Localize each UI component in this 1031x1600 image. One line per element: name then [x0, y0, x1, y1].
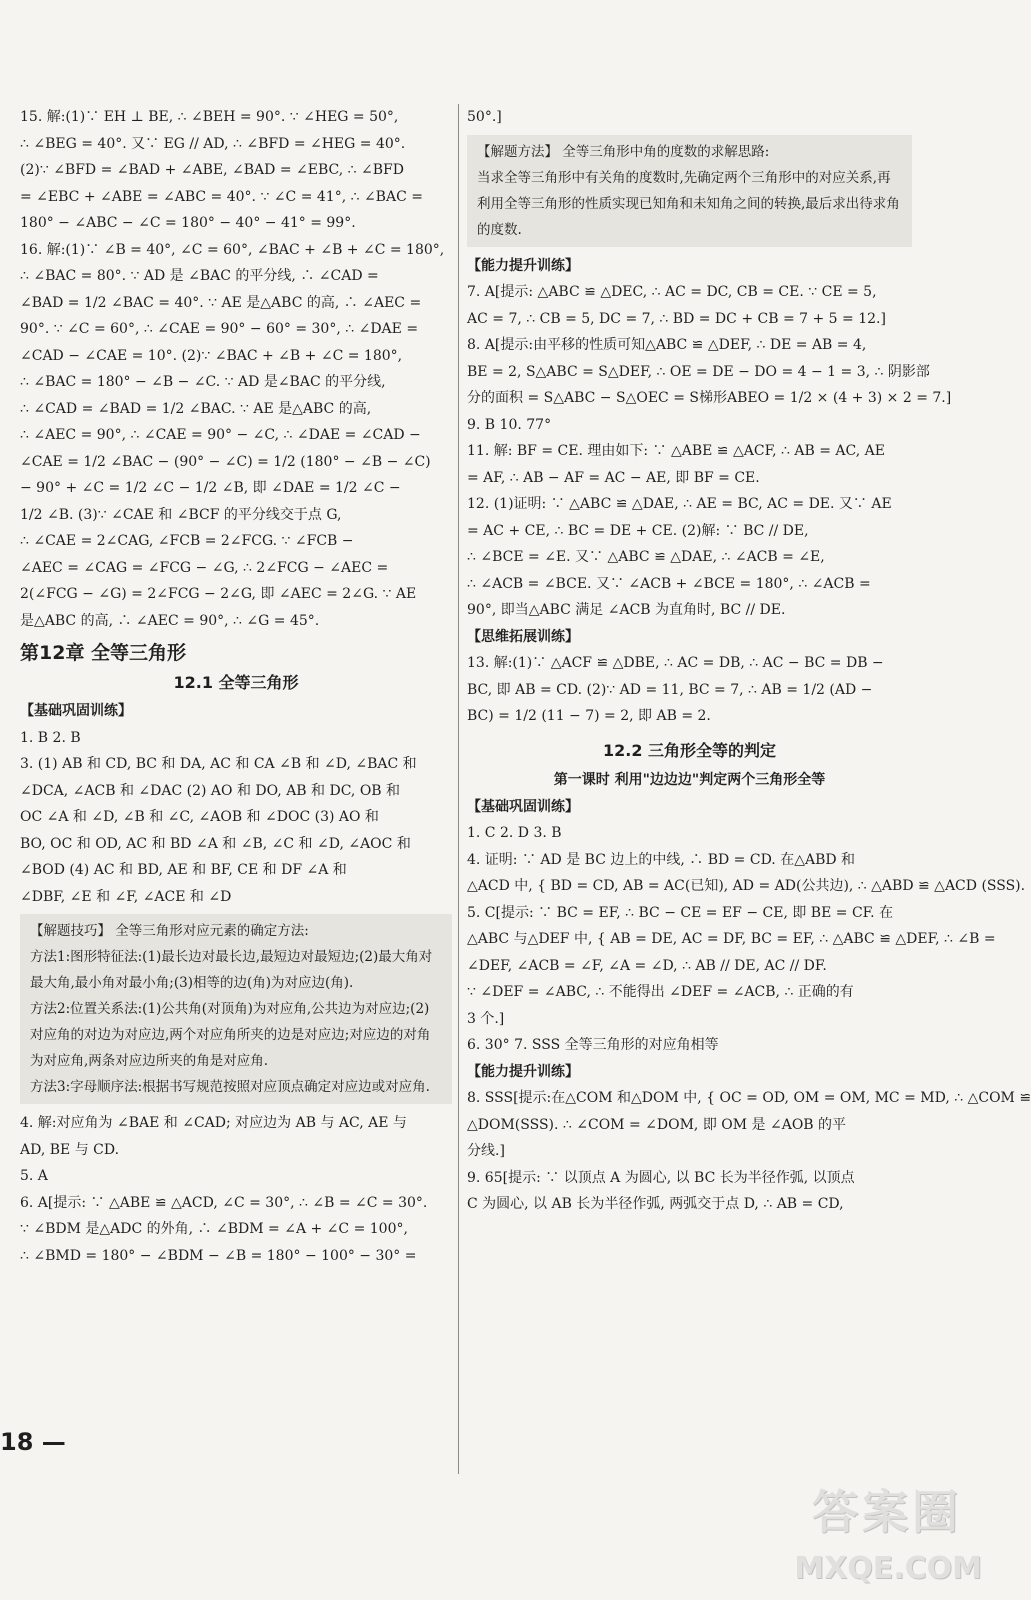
section-title-12-2: 12.2 三角形全等的判定 [602, 740, 777, 760]
answer-line: = AC + CE, ∴ BC = DE + CE. (2)解: ∵ BC // DE, [467, 522, 809, 539]
answer-line: 11. 解: BF = CE. 理由如下: ∵ △ABE ≌ △ACF, ∴ AB = AC, AE [467, 443, 885, 459]
tip-line: 方法3:字母顺序法:根据书写规范按照对应顶点确定对应边或对应角. [30, 1079, 430, 1095]
answer-line: BC) = 1/2 (11 − 7) = 2, 即 AB = 2. [467, 708, 711, 724]
method-line: 【解题方法】 全等三角形中角的度数的求解思路: [477, 143, 770, 160]
left-lines-a [20, 104, 452, 634]
answer-line: 1/2 ∠B. (3)∵ ∠CAE 和 ∠BCF 的平分线交于点 G, [20, 506, 342, 523]
answer-line: AD, BE 与 CD. [20, 1141, 120, 1158]
answer-line: 12. (1)证明: ∵ △ABC ≌ △DAE, ∴ AE = BC, AC = DE. 又∵ AE [467, 496, 892, 512]
answer-line: 9. 65[提示: ∵ 以顶点 A 为圆心, 以 BC 长为半径作弧, 以顶点 [467, 1169, 855, 1186]
answer-line: 分的面积 = S△ABC − S△OEC = S梯形ABEO = 1/2 × (4 + 3) × 2 = 7.] [467, 390, 952, 406]
tag-basic-training: 【基础巩固训练】 [20, 703, 132, 719]
tip-line: 方法2:位置关系法:(1)公共角(对顶角)为对应角,公共边为对应边;(2)对应角的对边为对应边,两个对应角所夹的边是对应边;对应边的对角为对应角,两条对应边所夹的角是对应角. [30, 1001, 431, 1069]
answer-line: ∴ ∠BCE = ∠E. 又∵ △ABC ≌ △DAE, ∴ ∠ACB = ∠E, [467, 549, 825, 565]
answer-line: − 90° + ∠C = 1/2 ∠C − 1/2 ∠B, 即 ∠DAE = 1/2 ∠C − [20, 480, 401, 496]
tag-thinking-training: 【思维拓展训练】 [467, 628, 579, 645]
answer-line: 180° − ∠ABC − ∠C = 180° − 40° − 41° = 99°. [20, 215, 356, 231]
answer-line: 90°, 即当△ABC 满足 ∠ACB 为直角时, BC // DE. [467, 602, 786, 618]
answer-line: 是△ABC 的高, ∴ ∠AEC = 90°, ∴ ∠G = 45°. [20, 612, 320, 629]
answer-line: ∴ ∠AEC = 90°, ∴ ∠CAE = 90° − ∠C, ∴ ∠DAE = ∠CAD − [20, 427, 421, 443]
right-lines-d [467, 820, 1026, 1059]
answer-line: 16. 解:(1)∵ ∠B = 40°, ∠C = 60°, ∠BAC + ∠B + ∠C = 180°, [20, 241, 445, 258]
answer-line: 1. C 2. D 3. B [467, 825, 562, 841]
tag-ability-training-2: 【能力提升训练】 [467, 1063, 579, 1080]
watermark-logo [762, 1476, 982, 1586]
right-lines-b [467, 279, 952, 624]
answer-line: △DOM(SSS). ∴ ∠COM = ∠DOM, 即 OM 是 ∠AOB 的平 [467, 1116, 847, 1133]
answer-line: ∴ ∠BMD = 180° − ∠BDM − ∠B = 180° − 100° − 30° = [20, 1247, 417, 1264]
answer-line: ∠CAE = 1/2 ∠BAC − (90° − ∠C) = 1/2 (180° − ∠B − ∠C) [20, 453, 431, 470]
watermark-top-text: 答案圈 [812, 1485, 962, 1539]
answer-line: ∵ ∠DEF = ∠ABC, ∴ 不能得出 ∠DEF = ∠ACB, ∴ 正确的有 [467, 984, 854, 1000]
answer-line: BO, OC 和 OD, AC 和 BD ∠A 和 ∠B, ∠C 和 ∠D, ∠AOC 和 [20, 835, 411, 852]
tag-ability-training: 【能力提升训练】 [467, 257, 579, 274]
right-lines-e [467, 1085, 1031, 1218]
answer-line: AC = 7, ∴ CB = 5, DC = 7, ∴ BD = DC + CB = 7 + 5 = 12.] [467, 310, 886, 327]
watermark-bottom-text: MXQE.COM [794, 1551, 982, 1586]
page-number: 18 — [0, 1428, 66, 1456]
answer-line: ∠AEC = ∠CAG = ∠FCG − ∠G, ∴ 2∠FCG − ∠AEC = [20, 559, 389, 576]
subsection-title: 第一课时 利用"边边边"判定两个三角形全等 [553, 771, 826, 788]
answer-line: ∴ ∠ACB = ∠BCE. 又∵ ∠ACB + ∠BCE = 180°, ∴ ∠ACB = [467, 575, 871, 592]
left-lines-b [20, 725, 452, 911]
tip-line: 方法1:图形特征法:(1)最长边对最长边,最短边对最短边;(2)最大角对最大角,最小角对最小角;(3)相等的边(角)为对应边(角). [30, 949, 433, 991]
answer-line: = AF, ∴ AB − AF = AC − AE, 即 BF = CE. [467, 469, 760, 486]
chapter-title: 第12章 全等三角形 [20, 642, 187, 664]
tip-box [20, 914, 452, 1104]
answer-line: ∴ ∠CAE = 2∠CAG, ∠FCB = 2∠FCG. ∵ ∠FCB − [20, 533, 354, 549]
answer-line: 5. C[提示: ∵ BC = EF, ∴ BC − CE = EF − CE, 即 BE = CF. 在 [467, 904, 894, 921]
answer-line: ∠BAD = 1/2 ∠BAC = 40°. ∵ AE 是△ABC 的高, ∴ ∠AEC = [20, 294, 422, 311]
left-lines-c [20, 1110, 452, 1269]
answer-line: 13. 解:(1)∵ △ACF ≌ △DBE, ∴ AC = DB, ∴ AC − BC = DB − [467, 655, 884, 671]
answer-line: 2(∠FCG − ∠G) = 2∠FCG − 2∠G, 即 ∠AEC = 2∠G. ∵ AE [20, 586, 417, 602]
answer-line: 9. B 10. 77° [467, 416, 552, 433]
answer-line: 3. (1) AB 和 CD, BC 和 DA, AC 和 CA ∠B 和 ∠D, ∠BAC 和 [20, 756, 417, 772]
answer-line: 7. A[提示: △ABC ≌ △DEC, ∴ AC = DC, CB = CE. ∵ CE = 5, [467, 284, 877, 300]
answer-line: = ∠EBC + ∠ABE = ∠ABC = 40°. ∵ ∠C = 41°, ∴ ∠BAC = [20, 188, 423, 205]
answer-line: 5. A [20, 1168, 48, 1184]
right-lines-c [467, 650, 912, 730]
answer-line: 6. A[提示: ∵ △ABE ≌ △ACD, ∠C = 30°, ∴ ∠B = ∠C = 30°. [20, 1194, 428, 1211]
answer-line: ∠DBF, ∠E 和 ∠F, ∠ACE 和 ∠D [20, 888, 232, 905]
answer-line: 4. 证明: ∵ AD 是 BC 边上的中线, ∴ BD = CD. 在△ABD 和 [467, 851, 856, 868]
answer-line: 8. SSS[提示:在△COM 和△DOM 中, { OC = OD, OM = OM, MC = MD, ∴ △COM ≌ [467, 1090, 1031, 1106]
answer-line: 3 个.] [467, 1010, 505, 1027]
answer-line: ∴ ∠BAC = 180° − ∠B − ∠C. ∵ AD 是∠BAC 的平分线, [20, 374, 386, 390]
answer-line: 90°. ∵ ∠C = 60°, ∴ ∠CAE = 90° − 60° = 30°, ∴ ∠DAE = [20, 321, 419, 337]
answer-line: ∠DEF, ∠ACB = ∠F, ∠A = ∠D, ∴ AB // DE, AC // DF. [467, 957, 827, 974]
answer-line: ∠CAD − ∠CAE = 10°. (2)∵ ∠BAC + ∠B + ∠C = 180°, [20, 347, 403, 364]
section-title-12-1: 12.1 全等三角形 [173, 673, 299, 692]
answer-line: ∠DCA, ∠ACB 和 ∠DAC (2) AO 和 DO, AB 和 DC, OB 和 [20, 782, 401, 799]
answer-line: 分线.] [467, 1143, 505, 1159]
answer-line: 8. A[提示:由平移的性质可知△ABC ≌ △DEF, ∴ DE = AB = 4, [467, 337, 867, 353]
answer-line: (2)∵ ∠BFD = ∠BAD + ∠ABE, ∠BAD = ∠EBC, ∴ ∠BFD [20, 162, 404, 178]
answer-line: △ACD 中, { BD = CD, AB = AC(已知), AD = AD(公共边), ∴ △ABD ≌ △ACD (SSS). [467, 878, 1026, 894]
answer-line: 4. 解:对应角为 ∠BAE 和 ∠CAD; 对应边为 AB 与 AC, AE 与 [20, 1115, 407, 1131]
answer-line: △ABC 与△DEF 中, { AB = DE, AC = DF, BC = EF, ∴ △ABC ≌ △DEF, ∴ ∠B = [467, 931, 996, 947]
left-column [20, 104, 452, 1269]
answer-line: BC, 即 AB = CD. (2)∵ AD = 11, BC = 7, ∴ AB = 1/2 (AD − [467, 681, 873, 698]
answer-line: 15. 解:(1)∵ EH ⊥ BE, ∴ ∠BEH = 90°. ∵ ∠HEG = 50°, [20, 109, 399, 125]
answer-line: 50°.] [467, 109, 502, 125]
answer-line: C 为圆心, 以 AB 长为半径作弧, 两弧交于点 D, ∴ AB = CD, [467, 1196, 844, 1212]
answer-line: OC ∠A 和 ∠D, ∠B 和 ∠C, ∠AOB 和 ∠DOC (3) AO 和 [20, 809, 379, 825]
tip-line: 【解题技巧】 全等三角形对应元素的确定方法: [30, 923, 309, 939]
answer-line: ∴ ∠BEG = 40°. 又∵ EG // AD, ∴ ∠BFD = ∠HEG = 40°. [20, 135, 406, 152]
right-column [467, 104, 1031, 1218]
answer-line: ∵ ∠BDM 是△ADC 的外角, ∴ ∠BDM = ∠A + ∠C = 100°, [20, 1221, 408, 1237]
answer-line: ∴ ∠CAD = ∠BAD = 1/2 ∠BAC. ∵ AE 是△ABC 的高, [20, 400, 372, 417]
right-lines-a [467, 104, 912, 131]
answer-line: BE = 2, S△ABC = S△DEF, ∴ OE = DE − DO = 4 − 1 = 3, ∴ 阴影部 [467, 363, 930, 380]
column-divider [458, 104, 459, 1474]
tag-basic-training-2: 【基础巩固训练】 [467, 798, 579, 815]
answer-line: ∴ ∠BAC = 80°. ∵ AD 是 ∠BAC 的平分线, ∴ ∠CAD = [20, 268, 379, 284]
answer-line: ∠BOD (4) AC 和 BD, AE 和 BF, CE 和 DF ∠A 和 [20, 862, 347, 878]
answer-line: 6. 30° 7. SSS 全等三角形的对应角相等 [467, 1037, 719, 1053]
method-box [467, 135, 912, 247]
method-line: 当求全等三角形中有关角的度数时,先确定两个三角形中的对应关系,再利用全等三角形的性质实现已知角和未知角之间的转换,最后求出待求角的度数. [477, 169, 900, 238]
answer-line: 1. B 2. B [20, 729, 81, 746]
